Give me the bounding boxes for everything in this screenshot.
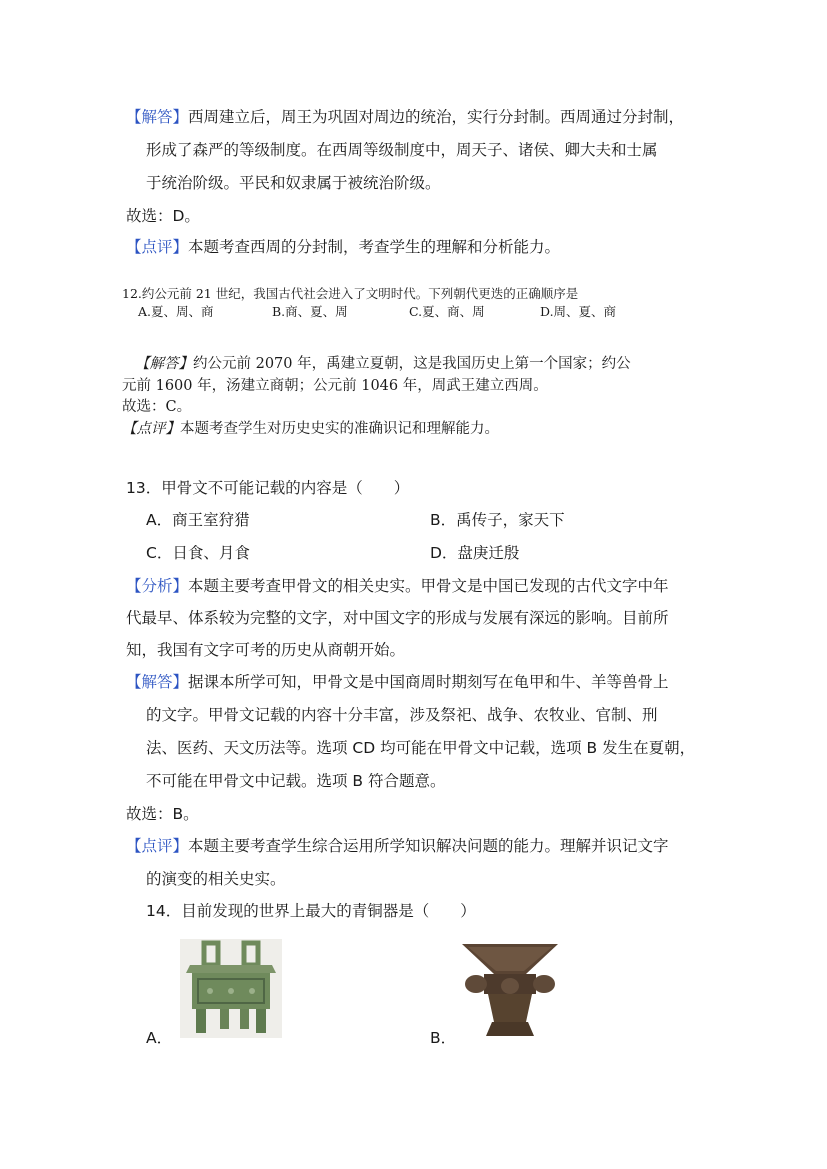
- q12-option-c: C.夏、商、周: [409, 304, 485, 319]
- q14-option-a: A．: [146, 1029, 173, 1047]
- comment-tag: 【点评】: [122, 421, 180, 437]
- q12-option-b: B.商、夏、周: [272, 304, 348, 319]
- q13-analysis-text-1: 本题主要考查甲骨文的相关史实。甲骨文是中国已发现的古代文字中年: [188, 577, 669, 595]
- bronze-zun-image: [462, 940, 558, 1038]
- q13-choice: 故选：B。: [126, 805, 199, 823]
- analysis-tag: 【分析】: [126, 577, 189, 595]
- q12-choice: 故选：C。: [122, 399, 192, 415]
- q13-answer-line-3: 法、医药、天文历法等。选项 CD 均可能在甲骨文中记载，选项 B 发生在夏朝，: [146, 739, 696, 757]
- q13-question: 13．甲骨文不可能记载的内容是（ ）: [126, 479, 410, 497]
- q13-answer-line-2: 的文字。甲骨文记载的内容十分丰富，涉及祭祀、战争、农牧业、官制、刑: [146, 706, 658, 724]
- q13-option-b: B．禹传子，家天下: [430, 511, 565, 529]
- answer-tag: 【解答】: [135, 356, 193, 372]
- q12-answer-text-1: 约公元前 2070 年，禹建立夏朝，这是我国历史上第一个国家；约公: [193, 356, 631, 372]
- q11-comment-line: [126, 237, 560, 257]
- q11-comment-text: 本题考查西周的分封制，考查学生的理解和分析能力。: [188, 238, 561, 256]
- q13-answer-text-1: 据课本所学可知，甲骨文是中国商周时期刻写在龟甲和牛、羊等兽骨上: [188, 673, 669, 691]
- q13-comment-line-2: 的演变的相关史实。: [146, 870, 286, 888]
- q13-answer-line-4: 不可能在甲骨文中记载。选项 B 符合题意。: [146, 772, 446, 790]
- q11-answer-line-1: [126, 107, 684, 127]
- q13-option-d: D．盘庚迁殷: [430, 544, 520, 562]
- q11-answer-text-1: 西周建立后，周王为巩固对周边的统治，实行分封制。西周通过分封制，: [188, 108, 685, 126]
- q12-answer-line-1: [135, 354, 631, 374]
- q12-option-d: D.周、夏、商: [540, 304, 617, 319]
- q13-analysis-line-1: [126, 576, 669, 596]
- q12-comment-text: 本题考查学生对历史史实的准确识记和理解能力。: [180, 421, 499, 437]
- q11-choice: 故选：D。: [126, 207, 200, 225]
- q12-answer-line-2: 元前 1600 年，汤建立商朝；公元前 1046 年，周武王建立西周。: [122, 378, 548, 394]
- q13-analysis-line-2: 代最早、体系较为完整的文字，对中国文字的形成与发展有深远的影响。目前所: [126, 609, 669, 627]
- q12-comment-line: [122, 419, 499, 439]
- comment-tag: 【点评】: [126, 238, 189, 256]
- q11-answer-line-2: 形成了森严的等级制度。在西周等级制度中，周天子、诸侯、卿大夫和士属: [146, 141, 658, 159]
- answer-tag: 【解答】: [126, 673, 189, 691]
- comment-tag: 【点评】: [126, 837, 189, 855]
- q12-option-a: A.夏、周、商: [138, 304, 214, 319]
- q14-option-b: B．: [430, 1029, 457, 1047]
- q11-answer-line-3: 于统治阶级。平民和奴隶属于被统治阶级。: [146, 174, 441, 192]
- q13-comment-line-1: [126, 836, 669, 856]
- bronze-ding-image: [180, 939, 282, 1038]
- q13-comment-text-1: 本题主要考查学生综合运用所学知识解决问题的能力。理解并识记文字: [188, 837, 669, 855]
- q13-option-a: A．商王室狩猎: [146, 511, 250, 529]
- q13-answer-line-1: [126, 672, 669, 692]
- q14-question: 14．目前发现的世界上最大的青铜器是（ ）: [146, 902, 476, 920]
- q12-question: 12.约公元前 21 世纪，我国古代社会进入了文明时代。下列朝代更迭的正确顺序是: [122, 286, 579, 301]
- q13-analysis-line-3: 知，我国有文字可考的历史从商朝开始。: [126, 641, 406, 659]
- answer-tag: 【解答】: [126, 108, 189, 126]
- q13-option-c: C．日食、月食: [146, 544, 250, 562]
